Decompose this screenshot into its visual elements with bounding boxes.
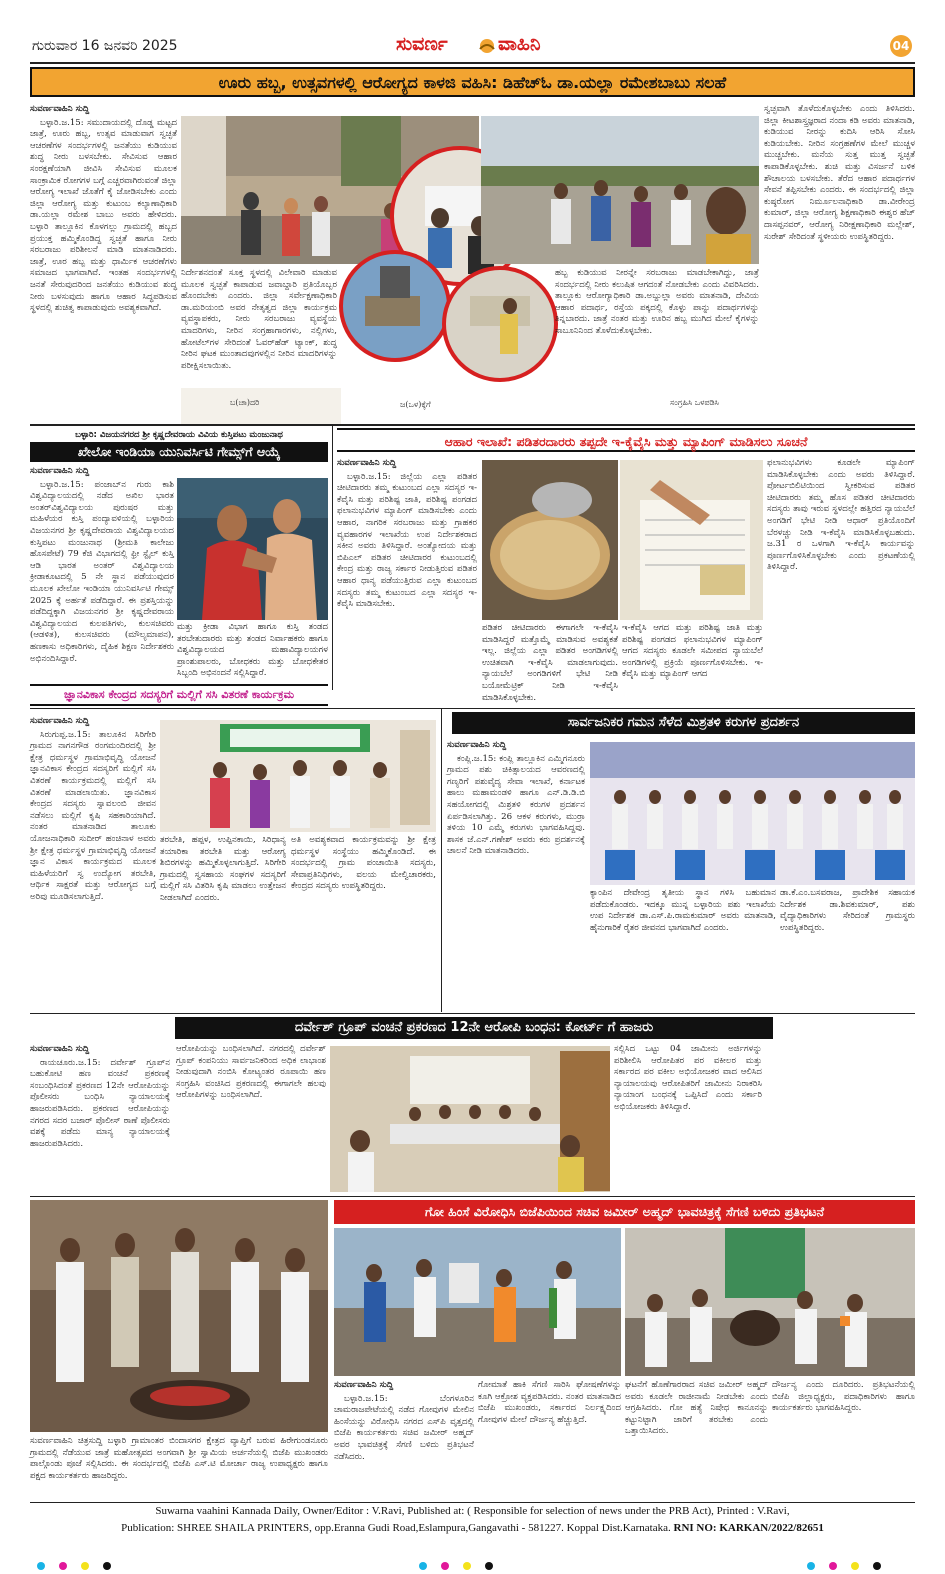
story6-dateline: ಸುವರ್ಣವಾಹಿನಿ ಸುದ್ದಿ [30,1044,90,1054]
story5-headline: ಸಾರ್ವಜನಿಕರ ಗಮನ ಸೆಳೆದ ಮಿಶ್ರತಳಿ ಕರುಗಳ ಪ್ರದರ್ಶನ [452,712,915,734]
story6-photo-meeting [330,1046,610,1192]
page-number: 04 [890,35,912,57]
story5-photo-group [590,742,915,885]
story2-dateline: ಸುವರ್ಣವಾಹಿನಿ ಸುದ್ದಿ [30,466,90,476]
story6-column [30,1044,170,1192]
footer-imprint-line2-wrap [30,1522,915,1534]
story1-photo-bottom-left [181,388,341,424]
reg-dot-black-icon [485,1562,493,1570]
registration-marks-right [800,1555,920,1565]
masthead-rule [30,62,915,64]
story6-headline: ದರ್ವೇಶ್ ಗ್ರೂಪ್ ವಂಚನೆ ಪ್ರಕರಣದ 12ನೇ ಆರೋಪಿ ಬಂಧನ: ಕೋರ್ಟ್ ಗೆ ಹಾಜರು [175,1017,773,1039]
reg-dot-black-icon [873,1562,881,1570]
story3-column [337,458,477,690]
story3-text: ಬಳ್ಳಾರಿ.ಜ.15: ಜಿಲ್ಲೆಯ ಎಲ್ಲಾ ಪಡಿತರ ಚೀಟಿದಾರರು ತಮ್ಮ ಕುಟುಂಬದ ಎಲ್ಲಾ ಸದಸ್ಯರ ಇ-ಕೆವೈಸಿ ಮತ್ತು ಪರಿಶಿಷ್ಟ ಜಾತಿ, ಪರಿಶಿಷ್ಟ ಪಂಗಡದ ಫಲಾನುಭವಿಗಳ ಮ್ಯಾಪಿಂಗ್ ಮಾಡಿಸಬೇಕು ಎಂದು ಆಹಾರ, ನಾಗರಿಕ ಸರಬರಾಜು ಮತ್ತು ಗ್ರಾಹಕರ ವ್ಯವಹಾರಗಳ ಇಲಾಖೆಯ ಉಪ ನಿರ್ದೇಶಕರಾದ ಸಕೀನ ಅವರು ತಿಳಿಸಿದ್ದಾರೆ. ಅಂತ್ಯೋದಯ ಮತ್ತು ಬಿಪಿಎಲ್ ಪಡಿತರ ಚೀಟಿದಾರರ ಕುಟುಂಬದಲ್ಲಿ ಕೇಂದ್ರ ಮತ್ತು ರಾಜ್ಯ ಸರ್ಕಾರ ನೀಡುತ್ತಿರುವ ಪಡಿತರ ಆಹಾರ ಧಾನ್ಯ ಪಡೆಯುತ್ತಿರುವ ಎಲ್ಲಾ ಕುಟುಂಬದ ಸದಸ್ಯರು ತಮ್ಮ ಕುಟುಂಬದ ಎಲ್ಲಾ ಸದಸ್ಯರ ಇ-ಕೆವೈಸಿ ಮಾಡಿಸಬೇಕು. [337,471,477,610]
story4-caption2: ಅತಿ ಅವಶ್ಯಕವಾದ ಕಾರ್ಯಕ್ರಮವನ್ನು ಶ್ರೀ ಕ್ಷೇತ್ರ ಧರ್ಮಸ್ಥಳ ಸಂಸ್ಥೆಯು ಹಮ್ಮಿಕೊಂಡಿದೆ. ಈ ಸಂದರ್ಭದಲ್ಲಿ ಗ್ರಾಮ ಪಂಚಾಯಿತಿ ಸದಸ್ಯರು, ಸೇವಾಪ್ರತಿನಿಧಿಗಳು, ವಲಯ ಮೇಲ್ವಿಚಾರಕರು, ಕೇಂದ್ರದ ಸದಸ್ಯರು ಉಪಸ್ಥಿತರಿದ್ದರು. [291,835,436,892]
story7-left-caption: ಸುವರ್ಣವಾಹಿನಿ ಚಿತ್ರಸುದ್ದಿ ಬಳ್ಳಾರಿ ಗ್ರಾಮಾಂತರ ಬಿಂದಾಸಗರ ಕ್ಷೇತ್ರದ ವ್ಯಾಪ್ತಿಗೆ ಬರುವ ಹಿರೇಗುಂಡನೂರು ಗ್ರಾಮದಲ್ಲಿ ನೆಡೆಯುವ ಜಾತ್ರೆ ಮಹೋತ್ಸವದ ಅಂಗವಾಗಿ ಶ್ರೀ ಸ್ವಾಮಿಯ ಅರ್ಚನೆಯಲ್ಲಿ ಬಿಜೆಪಿ ಮುಖಂಡರು ಪಾಲ್ಗೊಂಡು ಪೂಜೆ ಸಲ್ಲಿಸಿದರು. ಈ ಸಂದರ್ಭದಲ್ಲಿ ಬಿಜೆಪಿ ಎಸ್.ಟಿ ಮೋರ್ಚಾ ರಾಜ್ಯ ಉಪಾಧ್ಯಕ್ಷರು ಹಾಗೂ ಪಕ್ಷದ ಕಾರ್ಯಕರ್ತರು ಹಾಜರಿದ್ದರು. [30,1436,328,1481]
story1-photo-crowd [481,116,759,264]
story4-dateline: ಸುವರ್ಣವಾಹಿನಿ ಸುದ್ದಿ [30,716,90,726]
story1-photo-label-3: ಸಂಗ್ರಹಿಸಿ ಒಳಪಡಿಸಿ [670,398,719,407]
story7-mid-column: ಗೋಮಾತೆ ಹಾಕಿ ಸೆಗಣಿ ಸಾರಿಸಿ ಘೋಷಣೆಗಳನ್ನು ಕೂಗಿ ಆಕ್ರೋಶ ವ್ಯಕ್ತಪಡಿಸಿದರು. ನಂತರ ಮಾತನಾಡಿದ ಬಿಜೆಪಿ ಮುಖಂಡರು, ಸರ್ಕಾರದ ನಿರ್ಲಕ್ಷ್ಯದಿಂದ ಗೋವುಗಳ ಮೇಲೆ ದೌರ್ಜನ್ಯ ಹೆಚ್ಚುತ್ತಿದೆ. [478,1380,621,1425]
story4-photo-event [160,720,436,832]
story-divider-v1 [332,426,333,690]
logo-suvarna: ಸುವರ್ಣ [396,33,448,55]
story5-caption-a: ಕ್ಯಾಂಪಿನ ದೇವೇಂದ್ರ ತೃತೀಯ ಸ್ಥಾನ ಗಳಿಸಿ ಬಹುಮಾನ ಪಡೆದುಕೊಂಡರು. ಇದಕ್ಕೂ ಮುನ್ನ ಬಳ್ಳಾರಿಯ ಪಶು ಇಲಾಖೆಯ ಉಪ ನಿರ್ದೇಶಕ ಡಾ.ಎಸ್.ಪಿ.ರಾಮಕುಮಾರ್ ಅವರು ಮಾತನಾಡಿ, ಹೈನುಗಾರಿಕೆ ರೈತರ ಜೀವನದ ಭಾಗವಾಗಿದೆ ಎಂದರು. [590,888,776,933]
reg-dot-magenta-icon [829,1562,837,1570]
footer-rni: RNI NO: KARKAN/2022/82651 [673,1522,824,1534]
story5-dateline: ಸುವರ್ಣವಾಹಿನಿ ಸುದ್ದಿ [447,740,507,750]
footer-rule [30,1502,915,1503]
story1-photo-label-1: ಬ(ಚಾ)ದರಿ [230,398,260,407]
story-divider-h4 [30,1196,915,1197]
story6-text: ರಾಯಚೂರು.ಜ.15: ದರ್ವೇಶ್ ಗ್ರೂಪ್‌ನ ಬಹುಕೋಟಿ ಹಣ ವಂಚನೆ ಪ್ರಕರಣಕ್ಕೆ ಸಂಬಂಧಿಸಿದಂತೆ ಪ್ರಕರಣದ 12ನೇ ಆರೋಪಿಯನ್ನು ಪೊಲೀಸರು ಬಂಧಿಸಿ ನ್ಯಾಯಾಲಯಕ್ಕೆ ಹಾಜರುಪಡಿಸಿದರು. ಪ್ರಕರಣದ ಆರೋಪಿಯನ್ನು ನಗರದ ಸದರ ಬಜಾರ್ ಪೊಲೀಸ್ ಠಾಣೆ ಪೊಲೀಸರು ವಶಕ್ಕೆ ಪಡೆದು ಮಾನ್ಯ ನ್ಯಾಯಾಲಯಕ್ಕೆ ಹಾಜರುಪಡಿಸಿದರು. [30,1057,170,1149]
story5-text: ಕಂಪ್ಲಿ.ಜ.15: ಕಂಪ್ಲಿ ತಾಲ್ಲೂಕಿನ ಎಮ್ಮಿಗನೂರು ಗ್ರಾಮದ ಪಶು ಚಿಕಿತ್ಸಾಲಯದ ಆವರಣದಲ್ಲಿ ಗಣ್ಯರಿಗೆ ಪಶುವೈದ್ಯ ಸೇವಾ ಇಲಾಖೆ, ಕರ್ನಾಟಕ ಹಾಲು ಮಹಾಮಂಡಳಿ ಹಾಗೂ ಎನ್.ಡಿ.ಡಿ.ಬಿ ಸಹಯೋಗದಲ್ಲಿ ಮಿಶ್ರತಳಿ ಕರುಗಳ ಪ್ರದರ್ಶನ ಏರ್ಪಡಿಸಲಾಗಿತ್ತು. 26 ಆಕಳ ಕರುಗಳು, ಮುರ್ರಾ ತಳಿಯ 10 ಎಮ್ಮೆ ಕರುಗಳು ಭಾಗವಹಿಸಿದ್ದವು. ಶಾಸಕ ಜೆ.ಎನ್.ಗಣೇಶ್ ಅವರು ಕರು ಪ್ರದರ್ಶನಕ್ಕೆ ಚಾಲನೆ ನೀಡಿ ಮಾತನಾಡಿದರು. [447,753,585,857]
registration-marks-center [412,1555,532,1565]
story3-headline: ಆಹಾರ ಇಲಾಖೆ: ಪಡಿತರದಾರರು ತಪ್ಪದೇ ಇ-ಕೈವೈಸಿ ಮತ್ತು ಮ್ಯಾಪಿಂಗ್ ಮಾಡಿಸಲು ಸೂಚನೆ [337,428,915,452]
reg-dot-cyan-icon [807,1562,815,1570]
reg-dot-black-icon [103,1562,111,1570]
story3-photo-grain [482,460,618,620]
reg-dot-yellow-icon [851,1562,859,1570]
story-divider-v2 [441,708,442,1012]
story7-column [334,1380,474,1498]
masthead [0,0,945,66]
story1-left-text: ಬಳ್ಳಾರಿ.ಜ.15: ಸಮುದಾಯದಲ್ಲಿ ದೊಡ್ಡ ಮಟ್ಟದ ಜಾತ್ರೆ, ಊರು ಹಬ್ಬ, ಉತ್ಸವ ಮಾಡುವಾಗ ಸ್ವಚ್ಛತೆ ಆಚರಣೆಗಳ ಸಂದರ್ಭಗಳಲ್ಲಿ ಜನತೆಯು ಕುಡಿಯುವ ಶುದ್ಧ ನೀರು ಬಳಸಬೇಕು. ಸೇವಿಸುವ ಆಹಾರ ಸಂರಕ್ಷಣೆಯಾಗಿ ಜೀವಿಸಿ ಸೇವಿಸುವ ಮೂಲಕ ಸಾಂಕ್ರಾಮಿಕ ರೋಗಗಳ ಬಗ್ಗೆ ಎಚ್ಚರವಾಗಿರುವಂತೆ ಜಿಲ್ಲಾ ಆರೋಗ್ಯ ಇಲಾಖೆ ಜೊತೆಗೆ ಕೈ ಜೋಡಿಸಬೇಕು ಎಂದು ಜಿಲ್ಲಾ ಆರೋಗ್ಯ ಮತ್ತು ಕುಟುಂಬ ಕಲ್ಯಾಣಾಧಿಕಾರಿ ಡಾ.ಯಲ್ಲಾ ರಮೇಶ ಬಾಬು ಅವರು ಹೇಳಿದರು. ಬಳ್ಳಾರಿ ತಾಲ್ಲೂಕಿನ ಕೊಳಗಲ್ಲು ಗ್ರಾಮದಲ್ಲಿ ಹಬ್ಬದ ಪ್ರಯುಕ್ತ ಹಮ್ಮಿಕೊಂಡಿದ್ದ ಸ್ವಚ್ಛತೆ ಹಾಗೂ ನೀರು ಸರಬರಾಜು ಪರಿಶೀಲನೆ ಮಾಡಿ ಮಾತನಾಡಿದರು. ಜಾತ್ರೆ, ಊರ ಹಬ್ಬ ಮತ್ತು ಧಾರ್ಮಿಕ ಆಚರಣೆಗಳು ಸಮಾಜದ ಭಾಗವಾಗಿವೆ. ಇಂತಹ ಸಂದರ್ಭಗಳಲ್ಲಿ ಜನತೆ ಸೇರುವುದರಿಂದ ಜನತೆಯು ಕುಡಿಯುವ ಶುದ್ಧ ನೀರು ಬಳಸುವುದು ಹಾಗೂ ಆಹಾರ ಸಿದ್ಧಪಡಿಸುವ ಸ್ಥಳದಲ್ಲಿ ಶುಚಿತ್ವ ಕಾಪಾಡುವುದು ಅವಶ್ಯಕವಾಗಿದೆ. [30,117,177,314]
story1-headline: ಊರು ಹಬ್ಬ, ಉತ್ಸವಗಳಲ್ಲಿ ಆರೋಗ್ಯದ ಕಾಳಜಿ ವಹಿಸಿ: ಡಿಹೆಚ್ಓ ಡಾ.ಯಲ್ಲಾ ರಮೇಶಬಾಬು ಸಲಹೆ [218,73,727,92]
story5-column [447,740,585,1010]
story3-caption-a: ಪಡಿತರ ಚೀಟಿದಾರರು ಈಗಾಗಲೇ ಇ-ಕೆವೈಸಿ ಮಾಡಿಸಿದ್ದರೆ ಮತ್ತೊಮ್ಮೆ ಮಾಡಿಸುವ ಅವಶ್ಯಕತೆ ಇಲ್ಲ. ಜಿಲ್ಲೆಯ ಎಲ್ಲಾ ಪಡಿತರ ಅಂಗಡಿಗಳಲ್ಲಿ ಉಚಿತವಾಗಿ ಇ-ಕೆವೈಸಿ ಮಾಡಲಾಗುವುದು. ನ್ಯಾಯಬೆಲೆ ಅಂಗಡಿಗಳಿಗೆ ಭೇಟಿ ನೀಡಿ ಬಯೋಮೆಟ್ರಿಕ್ ನೀಡಿ ಇ-ಕೆವೈಸಿ ಮಾಡಿಸಿಕೊಳ್ಳಬೇಕು. [482,623,618,703]
story7-headline: ಗೋ ಹಿಂಸೆ ವಿರೋಧಿಸಿ ಬಿಜೆಪಿಯಿಂದ ಸಚಿವ ಜಮೀರ್ ಅಹ್ಮದ್ ಭಾವಚಿತ್ರಕ್ಕೆ ಸೆಗಣಿ ಬಳಿದು ಪ್ರತಿಭಟನೆ [334,1200,915,1224]
story7-photo-protest-right [625,1228,915,1376]
story3-photo-ration-card [620,460,763,620]
story7-right-column-1: ಘಟನೆಗೆ ಹೊಣೆಗಾರರಾದ ಸಚಿವ ಜಮೀರ್ ಅಹ್ಮದ್ ಅವರು ಕೂಡಲೇ ರಾಜೀನಾಮೆ ನೀಡಬೇಕು ಎಂದು ಆಗ್ರಹಿಸಿದರು. ಗೋ ಹತ್ಯೆ ನಿಷೇಧ ಕಾನೂನನ್ನು ಕಟ್ಟುನಿಟ್ಟಾಗಿ ಜಾರಿಗೆ ತರಬೇಕು ಎಂದು ಒತ್ತಾಯಿಸಿದರು. [625,1380,768,1437]
story2-kicker: ಬಳ್ಳಾರಿ: ವಿಜಯನಗರದ ಶ್ರೀ ಕೃಷ್ಣದೇವರಾಯ ವಿವಿಯ ಕುಸ್ತಿಪಟು ಮಂಜುನಾಥ [75,430,283,440]
footer-imprint-line1: Suwarna vaahini Kannada Daily, Owner/Editor : V.Ravi, Published at: ( Responsible for selection of news under the PRB Act), Printed : V.Ravi, [155,1505,790,1517]
logo-vahini: ವಾಹಿನಿ [498,33,541,55]
story1-dateline: ಸುವರ್ಣವಾಹಿನಿ ಸುದ್ದಿ [30,104,90,114]
story7-right-column-2: ದೌರ್ಜನ್ಯ ಎಂದು ದೂರಿದರು. ಪ್ರತಿಭಟನೆಯಲ್ಲಿ ಬಿಜೆಪಿ ಜಿಲ್ಲಾಧ್ಯಕ್ಷರು, ಪದಾಧಿಕಾರಿಗಳು ಹಾಗೂ ಕಾರ್ಯಕರ್ತರು ಭಾಗವಹಿಸಿದ್ದರು. [772,1380,915,1414]
reg-dot-magenta-icon [441,1562,449,1570]
story3-dateline: ಸುವರ್ಣವಾಹಿನಿ ಸುದ್ದಿ [337,458,397,468]
story2-headline: ಖೇಲೋ ಇಂಡಿಯಾ ಯುನಿವರ್ಸಿಟಿ ಗೇಮ್ಸ್‌ಗೆ ಆಯ್ಕೆ [30,442,328,462]
masthead-logo [396,33,556,61]
story2-caption: ಮತ್ತು ಕ್ರೀಡಾ ವಿಭಾಗ ಹಾಗೂ ಕುಸ್ತಿ ತಂಡದ ತರಬೇತುದಾರರು ಮತ್ತು ತಂಡದ ನಿರ್ವಾಹಕರು ಹಾಗೂ ವಿಶ್ವವಿದ್ಯಾಲಯದ ಮಹಾವಿದ್ಯಾಲಯಗಳ ಪ್ರಾಂಶುಪಾಲರು, ಬೋಧಕರು ಮತ್ತು ಬೋಧಕೇತರ ಸಿಬ್ಬಂದಿ ಅಭಿನಂದನೆ ಸಲ್ಲಿಸಿದ್ದಾರೆ. [177,622,328,679]
reg-dot-cyan-icon [419,1562,427,1570]
story5-caption-b: ಡಾ.ಕೆ.ಎಂ.ಬಸವರಾಜ, ಪ್ರಾದೇಶಿಕ ಸಹಾಯಕ ನಿರ್ದೇಶಕ ಡಾ.ಶಿವಕುಮಾರ್, ಪಶು ವೈದ್ಯಾಧಿಕಾರಿಗಳು ಸೇರಿದಂತೆ ಗ್ರಾಮಸ್ಥರು ಉಪಸ್ಥಿತರಿದ್ದರು. [780,888,915,933]
story3-caption-b: ಇ-ಕೆವೈಸಿ ಆಗದ ಮತ್ತು ಪರಿಶಿಷ್ಟ ಜಾತಿ ಮತ್ತು ಪರಿಶಿಷ್ಟ ಪಂಗಡದ ಫಲಾನುಭವಿಗಳ ಮ್ಯಾಪಿಂಗ್ ಆಗದ ಸದಸ್ಯರು ಕೂಡಲೇ ಸಮೀಪದ ನ್ಯಾಯಬೆಲೆ ಅಂಗಡಿಗಳಲ್ಲಿ ಪ್ರಕ್ರಿಯೆ ಪೂರ್ಣಗೊಳಿಸಬೇಕು. ಇ-ಕೆವೈಸಿ ಮತ್ತು ಮ್ಯಾಪಿಂಗ್ ಆಗದ [622,623,763,680]
logo-sun-icon [478,35,496,55]
story7-photo-temple [30,1200,328,1432]
story3-right-column: ಫಲಾನುಭವಿಗಳು ಕೂಡಲೇ ಮ್ಯಾಪಿಂಗ್ ಮಾಡಿಸಿಕೊಳ್ಳಬೇಕು ಎಂದು ಅವರು ತಿಳಿಸಿದ್ದಾರೆ. ಪೋರ್ಟಬಿಲಿಟಿಯಿಂದ ಸ್ವೀಕರಿಸುವ ಪಡಿತರ ಚೀಟಿದಾರರು ತಮ್ಮ ಹೊಸ ಪಡಿತರ ಚೀಟಿದಾರರು ಸದಸ್ಯರು ತಾವು ಇರುವ ಸ್ಥಳದಲ್ಲೇ ಹತ್ತಿರದ ನ್ಯಾಯಬೆಲೆ ಅಂಗಡಿಗೆ ಭೇಟಿ ನೀಡಿ ಆಧಾರ್ ಪ್ರತಿಯೊಂದಿಗೆ ಬೆರಳಚ್ಚು ನೀಡಿ ಇ-ಕೆವೈಸಿ ಮಾಡಿಸಿಕೊಳ್ಳಬಹುದು. ಜ.31 ರ ಒಳಗಾಗಿ ಇ-ಕೆವೈಸಿ ಕಾರ್ಯವನ್ನು ಪೂರ್ಣಗೊಳಿಸಿಕೊಳ್ಳಬೇಕು ಎಂದು ಪ್ರಕಟಣೆಯಲ್ಲಿ ತಿಳಿಸಿದ್ದಾರೆ. [767,458,915,573]
story6-right-column: ಸಲ್ಲಿಸಿದ ಒಟ್ಟು 04 ಜಾಮೀನು ಅರ್ಜಿಗಳನ್ನು ಪರಿಶೀಲಿಸಿ ಆರೋಪಿತರ ಪರ ವಕೀಲರ ಮತ್ತು ಸರ್ಕಾರದ ಪರ ವಕೀಲ ಅಭಿಯೋಜಕರ ವಾದ ಆಲಿಸಿದ ನ್ಯಾಯಾಲಯವು ಆರೋಪಿತರಿಗೆ ಜಾಮೀನು ನಿರಾಕರಿಸಿ ನ್ಯಾಯಾಂಗ ಬಂಧನಕ್ಕೆ ಒಪ್ಪಿಸಿದೆ ಎಂದು ಸರ್ಕಾರಿ ಅಭಿಯೋಜಕರು ತಿಳಿಸಿದ್ದಾರೆ. [614,1044,762,1112]
footer-imprint-line2: Publication: SHREE SHAILA PRINTERS, opp.Eranna Gudi Road,Eslampura,Gangavathi - 581227. Koppal Dist.Karnataka. [121,1522,671,1534]
issue-date: ಗುರುವಾರ 16 ಜನವರಿ 2025 [32,38,178,54]
reg-dot-yellow-icon [81,1562,89,1570]
story-divider-h2 [30,708,915,709]
story2-text: ಬಳ್ಳಾರಿ.ಜ.15: ಪಂಜಾಬ್‌ನ ಗುರು ಕಾಶಿ ವಿಶ್ವವಿದ್ಯಾಲಯದಲ್ಲಿ ನಡೆದ ಅಖಿಲ ಭಾರತ ಅಂತರ್‌ವಿಶ್ವವಿದ್ಯಾಲಯ ಪುರುಷರ ಮತ್ತು ಮಹಿಳೆಯರ ಕುಸ್ತಿ ಪಂದ್ಯಾವಳಿಯಲ್ಲಿ ಬಳ್ಳಾರಿಯ ವಿಜಯನಗರ ಶ್ರೀ ಕೃಷ್ಣದೇವರಾಯ ವಿಶ್ವವಿದ್ಯಾಲಯದ ಕುಸ್ತಿಪಟು ಮಂಜುನಾಥ (ಶ್ರೀಮತಿ ಕಾಲೇಜು ಹೊಸಪೇಟೆ) 79 ಕೆಜಿ ವಿಭಾಗದಲ್ಲಿ ಫ್ರೀ ಸ್ಟೈಲ್ ಕುಸ್ತಿ ಆಡಿ ಭಾರತ ಅಂತರ್ ವಿಶ್ವವಿದ್ಯಾಲಯ ಕ್ರೀಡಾಕೂಟದಲ್ಲಿ 5 ನೇ ಸ್ಥಾನ ಪಡೆಯುವುದರ ಮೂಲಕ ಖೇಲೋ ಇಂಡಿಯಾ ಯುನಿವರ್ಸಿಟಿ ಗೇಮ್ಸ್ 2025 ಕ್ಕೆ ಅರ್ಹತೆ ಪಡೆದಿದ್ದಾರೆ. ಈ ಪ್ರಶಸ್ತಿಯನ್ನು ಪಡೆದಿದ್ದಕ್ಕಾಗಿ ವಿಜಯನಗರ ಶ್ರೀ ಕೃಷ್ಣದೇವರಾಯ ವಿಶ್ವವಿದ್ಯಾಲಯದ ಕುಲಪತಿಗಳು, ಕುಲಸಚಿವರು (ಆಡಳಿತ), ಕುಲಸಚಿವರು (ಮೌಲ್ಯಮಾಪನ), ಹಣಕಾಸು ಅಧಿಕಾರಿಗಳು, ದೈಹಿಕ ಶಿಕ್ಷಣ ನಿರ್ದೇಶಕರು ಅಭಿನಂದಿಸಿದ್ದಾರೆ. [30,479,174,664]
story7-photo-protest-left [334,1228,621,1376]
story6-right-column-2 [768,1044,915,1192]
story-divider-h3 [30,1013,915,1014]
registration-marks-left [30,1555,150,1565]
story4-caption: ತರಬೇತಿ, ಹಪ್ಪಳ, ಉಪ್ಪಿನಕಾಯಿ, ಸಿರಿಧಾನ್ಯ ತಯಾರಿಕಾ ತರಬೇತಿ ಮತ್ತು ಆರೋಗ್ಯ ಶಿಬಿರಗಳನ್ನು ಹಮ್ಮಿಕೊಳ್ಳಲಾಗುತ್ತಿದೆ. ಸಿರಿಗೇರಿ ಗ್ರಾಮದಲ್ಲಿ ಸ್ವಸಹಾಯ ಸಂಘಗಳ ಸದಸ್ಯರಿಗೆ ಮಲ್ಲಿಗೆ ಸಸಿ ವಿತರಿಸಿ ಕೃಷಿ ಮಾಡಲು ಉತ್ತೇಜನ ನೀಡಲಾಗಿದೆ ಎಂದರು. [160,835,286,903]
reg-dot-yellow-icon [463,1562,471,1570]
story1-right-column: ಸ್ವಚ್ಛವಾಗಿ ತೊಳೆದುಕೊಳ್ಳಬೇಕು ಎಂದು ತಿಳಿಸಿದರು. ಜಿಲ್ಲಾ ಕೀಟಶಾಸ್ತ್ರಜ್ಞರಾದ ನಂದಾ ಕಡಿ ಅವರು ಮಾತನಾಡಿ, ಕುಡಿಯುವ ನೀರನ್ನು ಕುದಿಸಿ ಆರಿಸಿ ಸೋಸಿ ಕುಡಿಯಬೇಕು. ನೀರಿನ ಸಂಗ್ರಹಣೆಗಳ ಮೇಲೆ ಮುಚ್ಚಳ ಮುಚ್ಚಬೇಕು. ಮನೆಯ ಸುತ್ತ ಮುತ್ತ ಸ್ವಚ್ಛತೆ ಕಾಪಾಡಿಕೊಳ್ಳಬೇಕು. ಶುಚಿ ಮತ್ತು ವಿಸರ್ಜನೆ ಬಳಿಕ ಶೌಚಾಲಯ ಬಳಸಬೇಕು. ತೆರೆದ ಆಹಾರ ಪದಾರ್ಥಗಳ ಸೇವನೆ ತಪ್ಪಿಸಬೇಕು ಎಂದರು. ಈ ಸಂದರ್ಭದಲ್ಲಿ ಜಿಲ್ಲಾ ಕುಷ್ಠರೋಗ ನಿರ್ಮೂಲನಾಧಿಕಾರಿ ಡಾ.ವೀರೇಂದ್ರ ಕುಮಾರ್, ಜಿಲ್ಲಾ ಆರೋಗ್ಯ ಶಿಕ್ಷಣಾಧಿಕಾರಿ ಈಶ್ವರ ಹೆಚ್ ದಾಸಪ್ಪನವರ್, ಆರೋಗ್ಯ ನಿರೀಕ್ಷಣಾಧಿಕಾರಿ ಮಲ್ಲೇಶ್, ಸುರೇಶ್ ಸೇರಿದಂತೆ ಸ್ಥಳೀಯರು ಉಪಸ್ಥಿತರಿದ್ದರು. [764,104,915,242]
reg-dot-cyan-icon [37,1562,45,1570]
story4-column [30,716,156,1006]
story1-photo-label-2: ಜ(ಒಳ)ಕ್ಕೆಗೆ [400,400,431,409]
story1-bottom-rule [30,424,915,426]
story2-photo-wrestlers [177,478,328,620]
story1-left-column [30,104,177,422]
story2-column [30,466,174,678]
story4-text: ಸಿರುಗುಪ್ಪ.ಜ.15: ತಾಲೂಕಿನ ಸಿರಿಗೇರಿ ಗ್ರಾಮದ ನಾಗನಗೌಡ ರಂಗಮಂದಿರದಲ್ಲಿ ಶ್ರೀ ಕ್ಷೇತ್ರ ಧರ್ಮಸ್ಥಳ ಗ್ರಾಮಾಭಿವೃದ್ಧಿ ಯೋಜನೆ ಜ್ಞಾನವಿಕಾಸ ಕೇಂದ್ರದ ಸದಸ್ಯರಿಗೆ ಮಲ್ಲಿಗೆ ಸಸಿ ವಿತರಣೆ ಕಾರ್ಯಕ್ರಮದಲ್ಲಿ ಮಲ್ಲಿಗೆ ಸಸಿ ವಿತರಣೆ ಮಾಡಲಾಯಿತು. ಜ್ಞಾನವಿಕಾಸ ಕೇಂದ್ರದ ಸದಸ್ಯರು ಸ್ವಾವಲಂಬಿ ಜೀವನ ನಡೆಸಲು ಮಲ್ಲಿಗೆ ಕೃಷಿ ಸಹಕಾರಿಯಾಗಿದೆ. ನಂತರ ಮಾತನಾಡಿದ ತಾಲೂಕು ಯೋಜನಾಧಿಕಾರಿ ಸುದೀರ್ ಹಂಚಿನಾಳ ಅವರು ಶ್ರೀ ಕ್ಷೇತ್ರ ಧರ್ಮಸ್ಥಳ ಗ್ರಾಮಾಭಿವೃದ್ಧಿ ಯೋಜನೆ ಜ್ಞಾನ ವಿಕಾಸ ಕಾರ್ಯಕ್ರಮದ ಮೂಲಕ ಮಹಿಳೆಯರಿಗೆ ಸ್ವ ಉದ್ಯೋಗ ತರಬೇತಿ, ಆರ್ಥಿಕ ಸಾಕ್ಷರತೆ ಮತ್ತು ಆರೋಗ್ಯದ ಬಗ್ಗೆ ಅರಿವು ಮೂಡಿಸಲಾಗುತ್ತಿದೆ. [30,729,156,902]
reg-dot-magenta-icon [59,1562,67,1570]
story7-dateline: ಸುವರ್ಣವಾಹಿನಿ ಸುದ್ದಿ [334,1380,394,1390]
story1-mid-right-text: ಹಬ್ಬ ಕುಡಿಯುವ ನೀರನ್ನೇ ಸರಬರಾಜು ಮಾಡಬೇಕಾಗಿದ್ದು, ಜಾತ್ರೆ ಸಂದರ್ಭದಲ್ಲಿ ನೀರು ಕಲುಷಿತ ಆಗದಂತೆ ನೋಡಬೇಕು ಎಂದು ವಿವರಿಸಿದರು. ತಾಲ್ಲೂಕು ಆರೋಗ್ಯಾಧಿಕಾರಿ ಡಾ.ಅಬ್ದುಲ್ಲಾ ಅವರು ಮಾತನಾಡಿ, ದೇವಿಯ ಆಹಾರ ಪದಾರ್ಥ, ರಸ್ತೆಯ ಪಕ್ಕದಲ್ಲಿ ಕೊಳ್ಳು ಪಾನ್ನು ಪದಾರ್ಥಗಳನ್ನು ತಿನ್ನಬಾರದು. ಜಾತ್ರೆ ನಂತರ ಮತ್ತು ಊರಿನ ಹಬ್ಬ ಮುಗಿದ ಮೇಲೆ ಕೈಗಳನ್ನು ಸಾಬೂನಿನಿಂದ ತೊಳೆದುಕೊಳ್ಳಬೇಕು. [555,268,759,336]
story1-mid-left-text: ನಿರ್ದೇಶನದಂತೆ ಸೂಕ್ತ ಸ್ಥಳದಲ್ಲಿ ವಿಲೇವಾರಿ ಮಾಡುವ ಮೂಲಕ ಸ್ವಚ್ಛತೆ ಕಾಪಾಡುವ ಜವಾಬ್ದಾರಿ ಪ್ರತಿಯೊಬ್ಬರ ಹೊಂದಬೇಕು ಎಂದರು. ಜಿಲ್ಲಾ ಸರ್ವೇಕ್ಷಣಾಧಿಕಾರಿ ಡಾ.ಮರಿಯಂಬಿ ಅವರ ನೇತೃತ್ವದ ಜಿಲ್ಲಾ ಕಾರ್ಯಕ್ರಮ ವ್ಯವಸ್ಥಾಪಕರು, ನೀರು ಸರಬರಾಜು ವ್ಯವಸ್ಥೆಯ ಮಾದರಿಗಳು, ನೀರಿನ ಸಂಗ್ರಹಾಗಾರಗಳು, ನಲ್ಲಿಗಳು, ಹೋಟೆಲ್‌ಗಳ ಸೇರಿದಂತೆ ಓವರ್‌ಹೆಡ್ ಟ್ಯಾಂಕ್, ಶುದ್ಧ ನೀರಿನ ಘಟಕ ಮುಂತಾದವುಗಳಲ್ಲಿನ ನೀರಿನ ಮಾದರಿಗಳನ್ನು ಪರೀಕ್ಷಿಸಲಾಯಿತು. [181,268,337,371]
story7-text: ಬಳ್ಳಾರಿ.ಜ.15: ಬೆಂಗಳೂರಿನ ಚಾಮರಾಜಪೇಟೆಯಲ್ಲಿ ನಡೆದ ಗೋವುಗಳ ಮೇಲಿನ ಹಿಂಸೆಯನ್ನು ವಿರೋಧಿಸಿ ನಗರದ ಎಸ್‌ಪಿ ವೃತ್ತದಲ್ಲಿ ಬಿಜೆಪಿ ಕಾರ್ಯಕರ್ತರು ಸಚಿವ ಜಮೀರ್ ಅಹ್ಮದ್ ಅವರ ಭಾವಚಿತ್ರಕ್ಕೆ ಸೆಗಣಿ ಬಳಿದು ಪ್ರತಿಭಟನೆ ನಡೆಸಿದರು. [334,1393,474,1462]
story4-headline: ಜ್ಞಾನವಿಕಾಸ ಕೇಂದ್ರದ ಸದಸ್ಯರಿಗೆ ಮಲ್ಲಿಗೆ ಸಸಿ ವಿತರಣೆ ಕಾರ್ಯಕ್ರಮ [63,688,295,701]
story6-mid-column: ಆರೋಪಿಯನ್ನು ಬಂಧಿಸಲಾಗಿದೆ. ನಗರದಲ್ಲಿ ದರ್ವೇಶ್ ಗ್ರೂಪ್ ಕಂಪನಿಯು ಸಾರ್ವಜನಿಕರಿಂದ ಅಧಿಕ ಲಾಭಾಂಶ ನೀಡುವುದಾಗಿ ನಂಬಿಸಿ ಕೋಟ್ಯಂತರ ರೂಪಾಯಿ ಹಣ ಸಂಗ್ರಹಿಸಿ ವಂಚಿಸಿದ ಪ್ರಕರಣದಲ್ಲಿ ಈಗಾಗಲೇ ಹಲವು ಆರೋಪಿಗಳನ್ನು ಬಂಧಿಸಲಾಗಿದೆ. [176,1044,326,1101]
